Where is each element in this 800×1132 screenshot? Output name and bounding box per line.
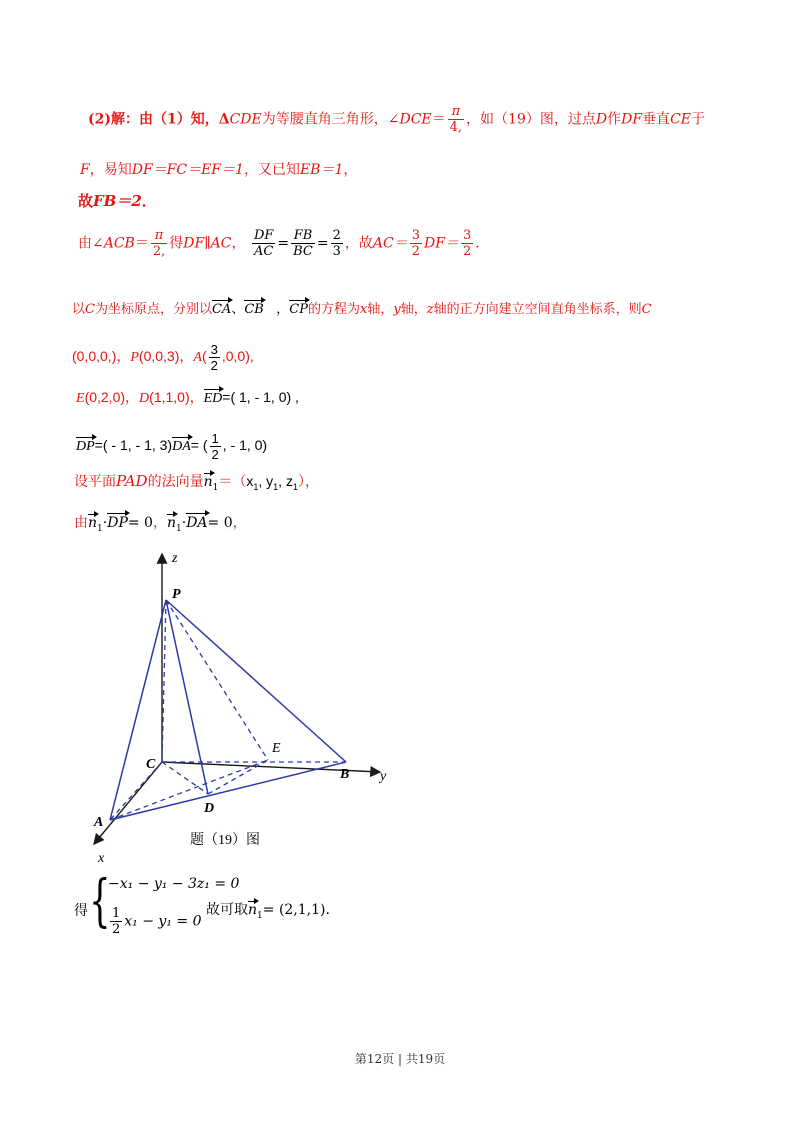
edge-cd — [162, 762, 208, 794]
edge-ad-dash — [110, 760, 268, 820]
part-label: (2)解：由（1）知，Δ — [88, 111, 230, 128]
figure-caption: 题（19）图 — [190, 833, 260, 848]
points-line-1: (0,0,0,)，P(0,0,3)，A( $\frac{3}{2}$ ,0,0), — [72, 342, 254, 373]
x-axis — [94, 762, 162, 844]
coord-system-line: 以C为坐标原点，分别以CA、CB ，CP的方程为x轴，y轴，z轴的正方向建立空间直角坐标系，则C — [72, 302, 652, 317]
edge-pb — [166, 600, 346, 762]
solution-line-4: 由∠ACB＝ $\frac{\pi}{2,}$ 得DF∥AC， $\frac{DF}{AC}$ = $\frac{FB}{BC}$ = $\frac{2}{3}$ ，故AC＝ $\frac{3}{2}$ DF＝ $\frac{3}{2}$ ． — [78, 228, 490, 259]
page-footer: 第12页 | 共19页 — [354, 1052, 446, 1066]
label-e: E — [272, 741, 281, 756]
points-line-2: E(0,2,0)，D(1,1,0)，ED=( 1, - 1, 0) , — [76, 389, 299, 406]
edge-pe — [166, 600, 268, 760]
normal-vector-line: 设平面PAD的法向量$n_1=(x_1$, $y_1$, $z_1$）， — [74, 472, 319, 493]
edge-pd — [166, 600, 208, 794]
system-equation-1: −x₁ − y₁ − 3z₁ = 0 — [108, 876, 240, 892]
label-b: B — [340, 767, 350, 782]
solution-line-1: (2)解：由（1）知，ΔCDE为等腰直角三角形，∠DCE＝ $\frac{\pi}{4,}$ ，如（19）图，过点D作DF垂直CE于 — [88, 104, 705, 135]
label-z: z — [172, 551, 178, 566]
edge-pa — [110, 600, 166, 820]
system-label: 得 — [74, 903, 88, 919]
label-c: C — [146, 757, 156, 772]
label-p: P — [172, 587, 181, 602]
label-y: y — [380, 769, 387, 784]
system-equation-2: $\frac{1}{2}$ x₁ − y₁ = 0 — [112, 906, 202, 937]
solution-line-3: 故FB＝2． — [78, 192, 157, 210]
pyramid-figure — [80, 548, 420, 868]
label-d: D — [204, 801, 215, 816]
label-x: x — [98, 851, 105, 866]
fraction-pi-4: $\frac{\pi}{4,}$ — [449, 104, 463, 135]
dot-product-line: 由$n_1\cdot DP= 0$，$n_1\cdot DA= 0$， — [74, 515, 247, 534]
solution-line-2: F，易知DF＝FC＝EF＝1，又已知EB＝1， — [80, 162, 358, 178]
label-a: A — [94, 815, 104, 830]
result-line: 故可取$n_1= (2,1,1)$. — [206, 902, 330, 921]
system-brace: { — [89, 869, 111, 934]
vectors-line: DP=( - 1, - 1, 3)DA= ( $\frac{1}{2}$ , - 1, 0) — [76, 431, 268, 462]
